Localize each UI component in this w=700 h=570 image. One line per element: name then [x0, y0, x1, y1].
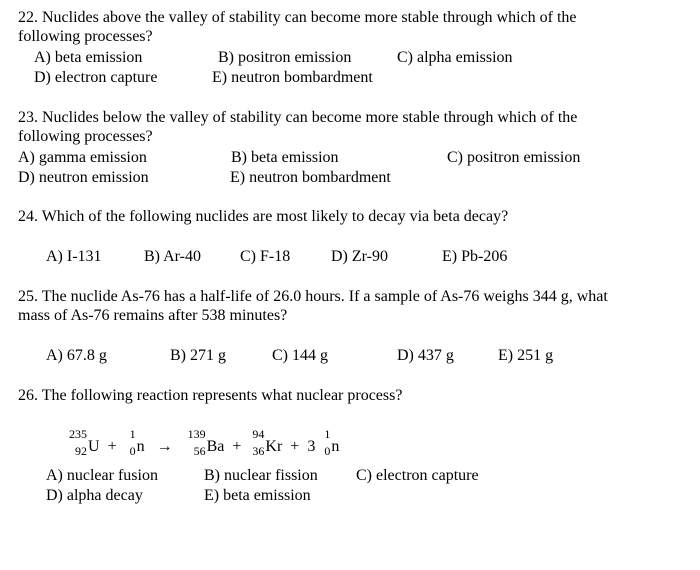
q23-option-c[interactable]: C) positron emission	[447, 149, 581, 166]
neutron-mass-number: 1	[129, 427, 136, 441]
ba-symbol: Ba	[206, 438, 225, 455]
kr-symbol: Kr	[265, 438, 283, 455]
neutron-atomic-number: 0	[324, 444, 331, 458]
q22-option-e[interactable]: E) neutron bombardment	[212, 69, 373, 86]
u-symbol: U	[88, 438, 100, 455]
ba-mass-number: 139	[187, 427, 206, 441]
q24-option-b[interactable]: B) Ar-40	[144, 248, 202, 265]
q24-option-d[interactable]: D) Zr-90	[331, 248, 388, 265]
question-23-stem-line2: following processes?	[18, 128, 153, 145]
q22-option-b[interactable]: B) positron emission	[218, 49, 352, 66]
q25-option-e[interactable]: E) 251 g	[498, 347, 554, 364]
q25-option-a[interactable]: A) 67.8 g	[46, 347, 107, 364]
q24-option-c[interactable]: C) F-18	[240, 248, 291, 265]
q23-option-d[interactable]: D) neutron emission	[18, 169, 149, 186]
q23-option-e[interactable]: E) neutron bombardment	[230, 169, 391, 186]
neutron-mass-number: 1	[324, 427, 331, 441]
q25-option-d[interactable]: D) 437 g	[397, 347, 454, 364]
krypton-94-nuclide	[249, 427, 283, 458]
q26-option-e[interactable]: E) beta emission	[204, 487, 311, 504]
neutron-symbol: n	[136, 438, 145, 455]
u-atomic-number: 92	[75, 444, 87, 458]
ba-atomic-number: 56	[193, 444, 206, 458]
barium-139-nuclide	[185, 427, 225, 458]
q22-option-a[interactable]: A) beta emission	[34, 49, 143, 66]
q26-option-a[interactable]: A) nuclear fusion	[46, 467, 158, 484]
nuclear-reaction-equation	[66, 427, 340, 458]
question-22-stem-line1: 22. Nuclides above the valley of stability can become more stable through which of the	[18, 9, 577, 26]
neutron-reactant	[125, 427, 145, 458]
q25-option-c[interactable]: C) 144 g	[272, 347, 328, 364]
reaction-arrow: →	[156, 438, 173, 455]
kr-mass-number: 94	[252, 427, 265, 441]
q25-option-b[interactable]: B) 271 g	[170, 347, 226, 364]
plus-sign: +	[290, 438, 300, 455]
q23-option-b[interactable]: B) beta emission	[231, 149, 339, 166]
question-25-stem-line1: 25. The nuclide As-76 has a half-life of 26.0 hours. If a sample of As-76 weighs 344 g, what	[18, 288, 608, 305]
q24-option-e[interactable]: E) Pb-206	[442, 248, 508, 265]
question-25-stem-line2: mass of As-76 remains after 538 minutes?	[18, 307, 288, 324]
q24-option-a[interactable]: A) I-131	[46, 248, 102, 265]
q23-option-a[interactable]: A) gamma emission	[18, 149, 147, 166]
question-26-stem: 26. The following reaction represents what nuclear process?	[18, 387, 403, 404]
neutron-atomic-number: 0	[129, 444, 136, 458]
q26-option-b[interactable]: B) nuclear fission	[204, 467, 318, 484]
q22-option-c[interactable]: C) alpha emission	[397, 49, 513, 66]
plus-sign: +	[107, 438, 117, 455]
question-23-stem-line1: 23. Nuclides below the valley of stability can become more stable through which of the	[18, 109, 578, 126]
uranium-235-nuclide	[66, 427, 100, 458]
q26-option-c[interactable]: C) electron capture	[356, 467, 479, 484]
neutron-coefficient: 3	[307, 438, 316, 455]
neutron-symbol: n	[331, 438, 340, 455]
question-24-stem: 24. Which of the following nuclides are most likely to decay via beta decay?	[18, 208, 509, 225]
q22-option-d[interactable]: D) electron capture	[34, 69, 158, 86]
plus-sign: +	[232, 438, 242, 455]
u-mass-number: 235	[69, 427, 87, 441]
question-22-stem-line2: following processes?	[18, 28, 153, 45]
kr-atomic-number: 36	[252, 444, 265, 458]
q26-option-d[interactable]: D) alpha decay	[46, 487, 143, 504]
neutron-product	[319, 427, 340, 458]
